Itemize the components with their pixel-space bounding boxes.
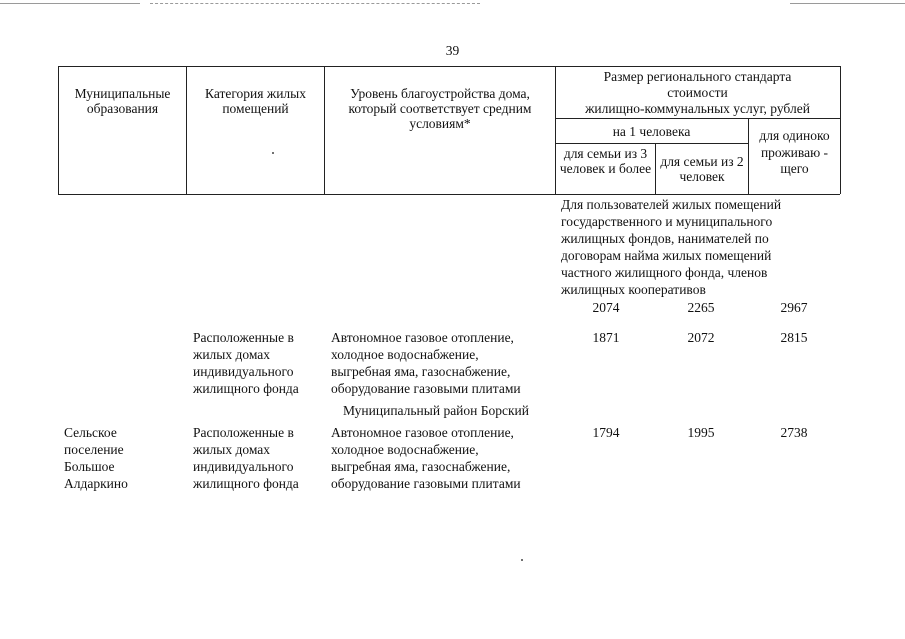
district-title: Муниципальный район Борский [343,403,530,418]
header-per-person: на 1 человека [612,124,691,139]
header-standard-line2: стоимости [667,85,728,100]
category-line: индивидуального [193,364,294,379]
users-note-line: частного жилищного фонда, членов [561,265,768,280]
level-line: выгребная яма, газоснабжение, [331,459,511,474]
level-line: Автономное газовое отопление, [331,425,514,440]
value-single: 2967 [780,300,808,315]
header-single-line3: щего [780,161,809,176]
users-note-line: Для пользователей жилых помещений [561,197,782,212]
category-line: жилищного фонда [193,381,299,396]
page-number: 39 [445,43,460,58]
category-line: жилых домах [193,347,271,362]
header-category: Категория жилых помещений [205,86,306,116]
users-note-line: жилищных фондов, нанимателей по [561,231,769,246]
header-family2: для семьи из 2 человек [660,154,744,184]
scan-edge-line [0,3,140,4]
users-note-line: жилищных кооперативов [561,282,706,297]
value-family2: 2072 [687,330,715,345]
value-family3: 2074 [592,300,620,315]
users-note-line: договорам найма жилых помещений [561,248,772,263]
level-line: Автономное газовое отопление, [331,330,514,345]
category-line: Расположенные в [193,330,294,345]
users-note-line: государственного и муниципального [561,214,773,229]
municipal-line: Алдаркино [64,476,128,491]
level-line: холодное водоснабжение, [331,347,479,362]
value-family2: 1995 [687,425,715,440]
level-line: выгребная яма, газоснабжение, [331,364,511,379]
municipal-line: поселение [64,442,124,457]
value-single: 2738 [780,425,808,440]
header-single-line2: проживаю - [760,145,829,160]
scan-edge-line [150,3,480,4]
level-line: оборудование газовыми плитами [331,476,521,491]
municipal-line: Сельское [64,425,117,440]
value-single: 2815 [780,330,808,345]
scan-speck [521,559,523,561]
header-standard-line3: жилищно-коммунальных услуг, рублей [585,101,810,116]
value-family2: 2265 [687,300,715,315]
scan-speck [272,152,274,154]
level-line: холодное водоснабжение, [331,442,479,457]
header-single-line1: для одиноко [759,128,830,143]
level-line: оборудование газовыми плитами [331,381,521,396]
header-municipal: Муниципальные образования [74,86,171,116]
category-line: индивидуального [193,459,294,474]
municipal-line: Большое [64,459,115,474]
scan-edge-line [790,3,905,4]
value-family3: 1871 [592,330,620,345]
header-standard-line1: Размер регионального стандарта [603,69,792,84]
header-family3: для семьи из 3 человек и более [559,146,652,176]
value-family3: 1794 [592,425,620,440]
category-line: жилищного фонда [193,476,299,491]
category-line: Расположенные в [193,425,294,440]
header-level: Уровень благоустройства дома, который соответствует средним условиям* [348,86,532,131]
category-line: жилых домах [193,442,271,457]
